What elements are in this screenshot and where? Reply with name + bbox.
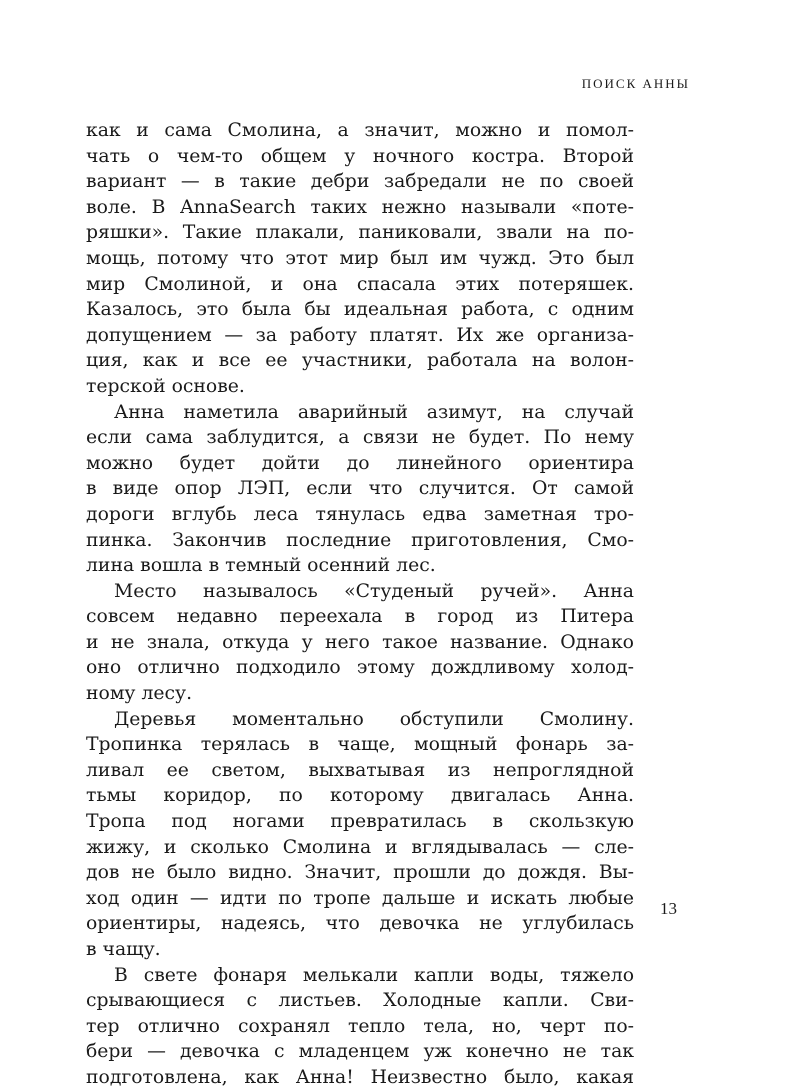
text-line: Деревья моментально обступили Смолину. <box>114 708 634 730</box>
text-line: лина вошла в темный осенний лес. <box>86 555 436 577</box>
text-line: терской основе. <box>86 375 245 397</box>
text-line: оно отлично подходило этому дождливому холод- <box>86 657 634 679</box>
text-line: Тропа под ногами превратилась в скользкую <box>86 811 634 833</box>
text-line: срывающиеся с листьев. Холодные капли. Сви- <box>86 990 634 1012</box>
text-line: ция, как и все ее участники, работала на волон- <box>86 350 634 372</box>
text-line: ориентиры, надеясь, что девочка не углубилась <box>86 913 634 935</box>
text-line: в виде опор ЛЭП, если что случится. От самой <box>86 478 634 500</box>
text-line: дов не было видно. Значит, прошли до дождя. Вы- <box>86 862 634 884</box>
text-line: тер отлично сохранял тепло тела, но, черт по- <box>86 1015 634 1037</box>
text-line: мир Смолиной, и она спасала этих потеряшек. <box>86 273 634 295</box>
text-line: можно будет дойти до линейного ориентира <box>86 452 634 474</box>
text-line: чать о чем-то общем у ночного костра. Второй <box>86 145 634 167</box>
text-line: и не знала, откуда у него такое название. Однако <box>86 631 634 653</box>
text-line: как и сама Смолина, а значит, можно и помол- <box>86 120 634 141</box>
text-line: вариант — в такие дебри забредали не по своей <box>86 171 634 193</box>
text-line: подготовлена, как Анна! Неизвестно было, какая <box>86 1066 634 1088</box>
text-line: дороги вглубь леса тянулась едва заметная тро- <box>86 503 634 525</box>
page-number: 13 <box>660 899 677 918</box>
text-line: мощь, потому что этот мир был им чужд. Это был <box>86 247 634 269</box>
text-line: допущением — за работу платят. Их же организа- <box>86 324 634 346</box>
text-line: Тропинка терялась в чаще, мощный фонарь за- <box>86 734 634 756</box>
text-line: жижу, и сколько Смолина и вглядывалась — сле- <box>86 836 634 858</box>
running-head: ПОИСК АННЫ <box>581 76 690 91</box>
body-text <box>86 118 634 1091</box>
text-line: ход один — идти по тропе дальше и искать любые <box>86 887 634 909</box>
text-line: Анна наметила аварийный азимут, на случай <box>114 401 634 423</box>
text-line: В свете фонаря мелькали капли воды, тяжело <box>114 964 634 986</box>
text-line: тьмы коридор, по которому двигалась Анна. <box>86 785 634 807</box>
text-line: воле. В AnnaSearch таких нежно называли «поте- <box>86 196 634 218</box>
text-line: Место называлось «Студеный ручей». Анна <box>114 580 634 602</box>
text-line: в чащу. <box>86 939 161 960</box>
text-line: если сама заблудится, а связи не будет. По нему <box>86 427 634 449</box>
text-line: ному лесу. <box>86 683 193 705</box>
text-line: пинка. Закончив последние приготовления, Смо- <box>86 529 634 551</box>
text-line: бери — девочка с младенцем уж конечно не так <box>86 1041 634 1063</box>
text-line: Казалось, это была бы идеальная работа, с одним <box>86 299 634 321</box>
text-line: ряшки». Такие плакали, паниковали, звали на по- <box>86 222 634 244</box>
text-line: совсем недавно переехала в город из Питера <box>86 606 634 628</box>
text-line: ливал ее светом, выхватывая из непроглядной <box>86 759 634 781</box>
